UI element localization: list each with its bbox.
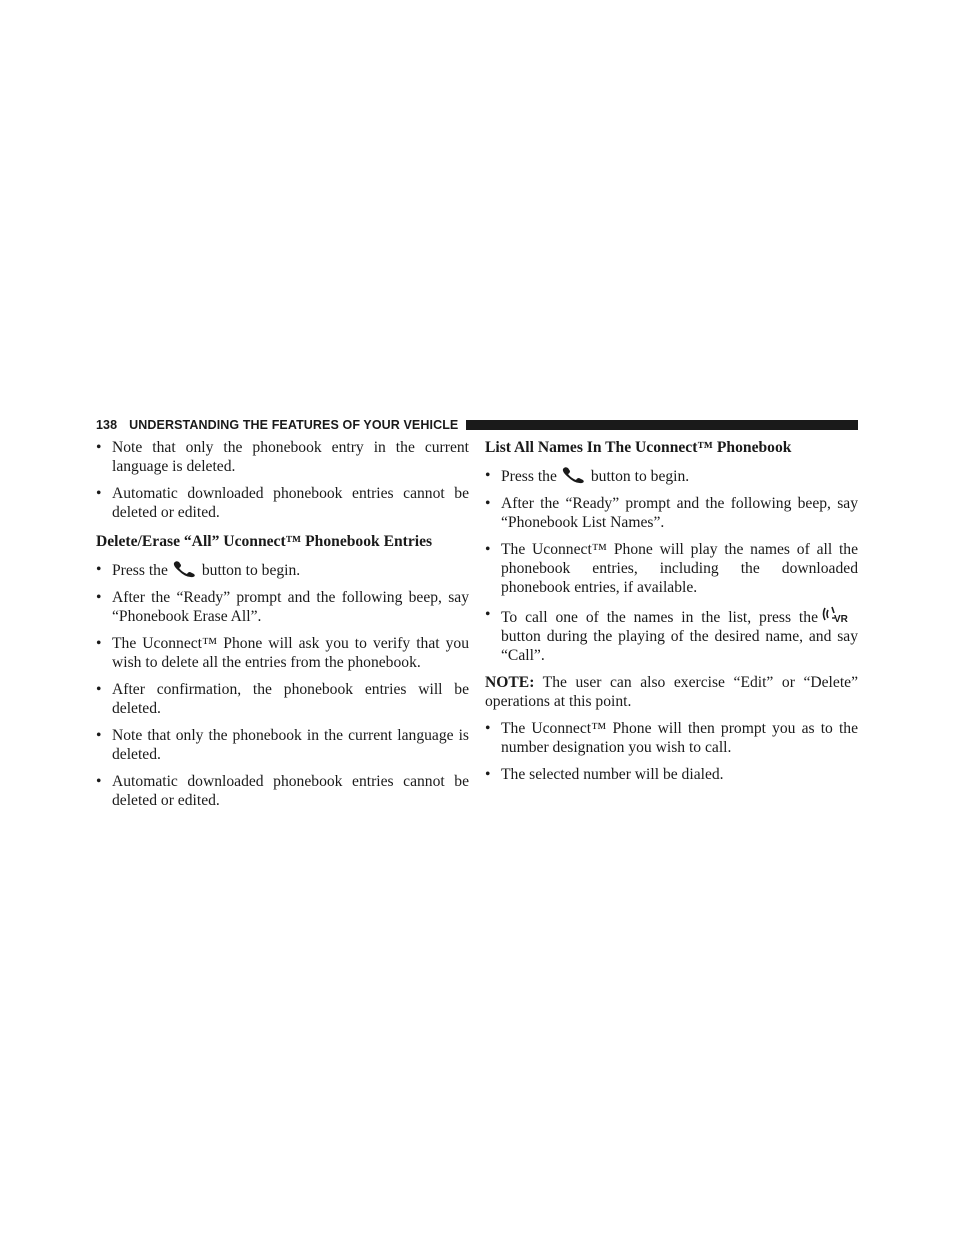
phone-icon	[561, 466, 587, 484]
phone-icon	[172, 560, 198, 578]
svg-text:VR: VR	[834, 614, 848, 625]
voice-command-icon	[822, 605, 854, 625]
list-item: • Automatic downloaded phonebook entries cannot be deleted or edited.	[96, 773, 469, 809]
list-item: • The selected number will be dialed.	[485, 766, 724, 783]
list-item: • The Uconnect™ Phone will ask you to verify that you wish to delete all the entries from the phonebook.	[96, 635, 469, 671]
list-item: • Automatic downloaded phonebook entries cannot be deleted or edited.	[96, 485, 469, 521]
section-title: UNDERSTANDING THE FEATURES OF YOUR VEHICLE	[129, 418, 459, 432]
section-heading-list-names: List All Names In The Uconnect™ Phonebook	[485, 439, 792, 456]
list-item: • Note that only the phonebook entry in the current language is deleted.	[96, 439, 469, 475]
list-item: • Press the button to begin.	[485, 467, 690, 485]
intro-list	[96, 438, 469, 522]
note-label: NOTE:	[485, 674, 535, 691]
list-names-steps	[485, 466, 858, 665]
page-header	[96, 417, 858, 433]
list-item: • After the “Ready” prompt and the following beep, say “Phonebook List Names”.	[485, 495, 858, 531]
list-item: • To call one of the names in the list, press the VR button during the playing of the desired name, and say “Call”.	[485, 606, 858, 664]
list-item: • Note that only the phonebook in the current language is deleted.	[96, 727, 469, 763]
list-item: • After the “Ready” prompt and the following beep, say “Phonebook Erase All”.	[96, 589, 469, 625]
header-rule	[466, 420, 858, 430]
right-column	[485, 438, 858, 792]
page-number: 138	[96, 418, 118, 432]
left-column	[96, 438, 469, 818]
list-item: • After confirmation, the phonebook entries will be deleted.	[96, 681, 469, 717]
list-item: • Press the button to begin.	[96, 561, 301, 579]
note-paragraph: NOTE: The user can also exercise “Edit” or “Delete” operations at this point.	[485, 674, 858, 710]
call-steps	[485, 719, 858, 784]
list-item: • The Uconnect™ Phone will play the names of all the phonebook entries, including the downloaded phonebook entries, if available.	[485, 541, 858, 596]
delete-all-steps	[96, 560, 469, 810]
list-item: • The Uconnect™ Phone will then prompt you as to the number designation you wish to call.	[485, 720, 858, 756]
section-heading-delete-all: Delete/Erase “All” Uconnect™ Phonebook Entries	[96, 533, 433, 550]
